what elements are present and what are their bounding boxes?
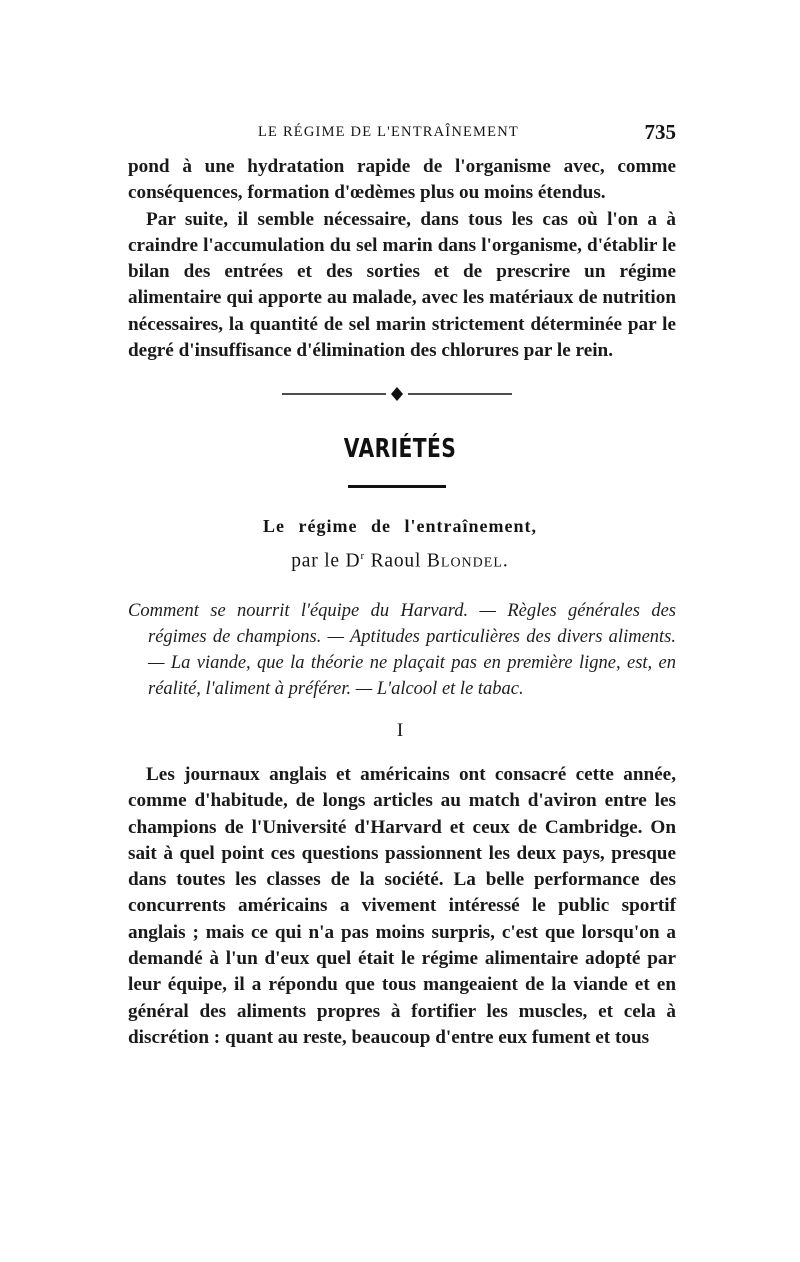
article-title: Le régime de l'entraînement, — [263, 516, 537, 536]
section-number: I — [396, 720, 404, 741]
article-body — [128, 762, 676, 1051]
running-title: LE RÉGIME DE L'ENTRAÎNEMENT — [258, 124, 519, 140]
paragraph: Les journaux anglais et américains ont consacré cette année, comme d'habitude, de longs articles au match d'aviron entre les champions de l'Université d'Harvard et ceux de Cambridge. On sait à quel point ces questions passionnent les deux pays, presque dans toutes les classes de la société. La belle performance des concurrents américains a vivement intéressé le public sportif anglais ; mais ce qui n'a pas moins surpris, c'est que lorsqu'on a demandé à l'un d'eux quel était le régime alimentaire adopté par leur équipe, il a répondu que tous mangeaient de la viande et en général des aliments propres à fortifier les muscles, et cela à discrétion : quant au reste, beaucoup d'entre eux fument et tous — [128, 764, 676, 1048]
author-surname: Blondel. — [426, 550, 509, 572]
byline-prefix: par le D — [291, 550, 361, 572]
paragraph: Par suite, il semble nécessaire, dans tous les cas où l'on a à craindre l'accumulation du sel marin dans l'organisme, d'établir le bilan des entrées et des sorties et de prescrire un régime alimentaire qui apporte au malade, avec les matériaux de nutrition nécessaires, la quantité de sel marin strictement déterminée par le degré d'insuffisance d'élimination des chlorures par le rein. — [128, 208, 676, 362]
continued-text — [128, 154, 676, 364]
section-title: VARIÉTÉS — [343, 434, 457, 464]
author-first-name: Raoul — [370, 550, 422, 572]
paragraph-continued: pond à une hydratation rapide de l'organisme avec, comme conséquences, formation d'œdèmes plus ou moins étendus. — [128, 156, 676, 204]
title-rule — [348, 485, 446, 488]
article-summary — [128, 598, 676, 702]
summary-text: Comment se nourrit l'équipe du Harvard. — Règles générales des régimes de champions. — Aptitudes particulières des divers aliments. — La viande, que la théorie ne plaçait pas en première ligne, est, en réalité, l'aliment à préférer. — L'alcool et le tabac. — [128, 601, 676, 699]
byline — [0, 550, 800, 573]
byline-superscript: r — [360, 550, 365, 562]
running-head — [128, 118, 676, 144]
page-number: 735 — [644, 120, 676, 144]
section-divider-ornament — [282, 386, 512, 402]
